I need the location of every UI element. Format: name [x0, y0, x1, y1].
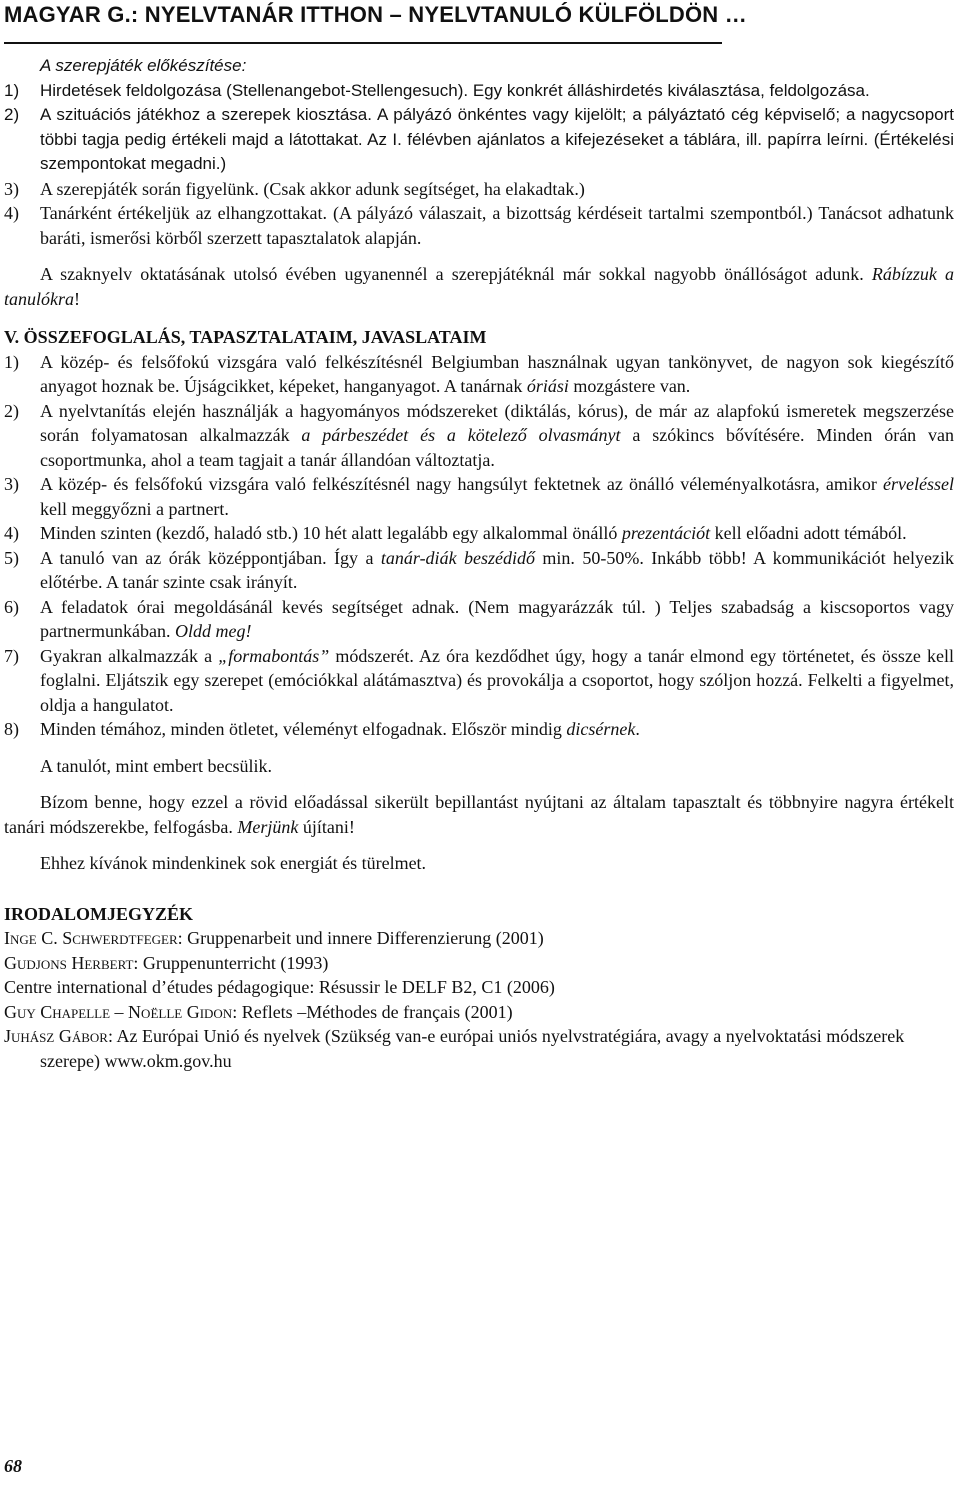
item-text: A szituációs játékhoz a szerepek kiosztása. A pályázó önkéntes vagy kijelölt; a pályáztató cég képviselő; a nagycsoport többi tagja pedig értékeli majd a látottakat. Az I. félévben ajánlatos a kifejezéseket a táblára, ill. papírra leírni. (Értékelési szempontokat megadni.) [40, 105, 954, 173]
reference-item [4, 1024, 954, 1073]
list-item [4, 717, 954, 742]
list-item [4, 595, 954, 644]
list-item [4, 177, 954, 202]
list-item [4, 350, 954, 399]
item-number: 7) [4, 645, 19, 666]
list-item [4, 644, 954, 718]
reference-item [4, 926, 954, 951]
item-emphasis: a párbeszédet és a kötelező olvasmányt [301, 425, 621, 445]
references-list [4, 926, 954, 1073]
header-rule [4, 42, 722, 44]
running-header: MAGYAR G.: NYELVTANÁR ITTHON – NYELVTANULÓ KÜLFÖLDÖN … [4, 2, 747, 27]
roleplay-section [4, 54, 954, 103]
list-item [4, 399, 954, 473]
spacer [4, 311, 954, 325]
roleplay-list-serif [4, 103, 954, 250]
item-text-end: a szókincs bővítésére. Minden órán van csoportmunka, ahol a team tagjait a tanár állandóan változtatja. [40, 425, 955, 470]
roleplay-paragraph [4, 262, 954, 311]
item-text: A szerepjáték során figyelünk. (Csak akkor adunk segítséget, ha elakadtak.) [40, 178, 585, 199]
item-text-end: kell előadni adott témából. [710, 523, 907, 543]
reference-author: Inge C. Schwerdtfeger [4, 928, 178, 948]
roleplay-heading: A szerepjáték előkészítése: [40, 56, 247, 75]
reference-item [4, 951, 954, 976]
references-heading: IRODALOMJEGYZÉK [4, 903, 194, 924]
item-emphasis: „formabontás” [218, 645, 330, 666]
reference-author: Juhász Gábor [4, 1026, 108, 1046]
item-text: Gyakran alkalmazzák a [40, 645, 219, 666]
paragraph-text: A szaknyelv oktatásának utolsó évében ugyanennél a szerepjátéknál már sokkal nagyobb önállóságot adunk. [40, 264, 864, 284]
list-item [4, 472, 954, 521]
item-number: 1) [4, 80, 20, 100]
item-number: 4) [4, 203, 19, 223]
paragraph-emphasis: Rábízzuk a tanulókra [4, 264, 954, 309]
item-text-end: kell meggyőzni a partnert. [40, 498, 229, 519]
item-number: 3) [4, 474, 19, 494]
closing-text-end: újítani! [298, 816, 355, 837]
item-text-end: . [635, 719, 640, 739]
list-item [4, 546, 954, 595]
reference-title: Centre international d’études pédagogique: Résussir le DELF B2, C1 (2006) [4, 977, 555, 997]
item-number: 4) [4, 523, 19, 543]
item-emphasis: Oldd meg! [174, 621, 252, 641]
item-number: 5) [4, 547, 19, 568]
item-text-end: min. 50-50%. Inkább több! A kommunikációt helyezik előtérbe. A tanár szinte csak irányít. [40, 547, 955, 592]
reference-title: : Gruppenunterricht (1993) [133, 952, 329, 973]
item-text: A tanuló van az órák középpontjában. Így a [40, 547, 381, 568]
reference-item [4, 1000, 954, 1025]
item-emphasis: prezentációt [621, 523, 711, 543]
item-text-end: mozgástere van. [568, 376, 691, 396]
reference-author: Guy Chapelle – Noëlle Gidon [4, 1001, 233, 1022]
reference-author: Gudjons Herbert [4, 952, 134, 973]
reference-item [4, 975, 954, 1000]
item-text: A közép- és felsőfokú vizsgára való felkészítésnél nagy hangsúlyt fektetnek az önálló véleményalkotásra, amikor [40, 474, 884, 494]
spacer [4, 742, 954, 754]
item-number: 8) [4, 719, 19, 739]
spacer [4, 890, 954, 902]
summary-list [4, 350, 954, 742]
item-number: 2) [4, 105, 20, 124]
item-text: A feladatok órai megoldásánál kevés segítséget adnak. (Nem magyarázzák túl. ) Teljes szabadság a kiscsoportos vagy partnermunkában. [40, 596, 954, 641]
paragraph-end: ! [74, 288, 80, 309]
item-number: 1) [4, 351, 19, 372]
item-text: Tanárként értékeljük az elhangzottakat. (A pályázó válaszait, a bizottság kérdéseit tartalmi szempontból.) Tanácsot adhatunk baráti, ismerősi körből szerzett tapasztalatok alapján. [40, 203, 954, 248]
document-body [4, 54, 954, 1073]
summary-heading: V. ÖSSZEFOGLALÁS, TAPASZTALATAIM, JAVASLATAIM [4, 327, 487, 347]
list-item [4, 201, 954, 250]
spacer [4, 778, 954, 790]
list-item [4, 521, 954, 546]
list-item [4, 79, 954, 104]
item-number: 3) [4, 178, 19, 199]
item-emphasis: tanár-diák beszédidő [380, 547, 535, 568]
item-number: 6) [4, 596, 19, 617]
page-number: 68 [4, 1456, 22, 1476]
item-emphasis: dicsérnek [566, 719, 636, 739]
item-text-end: módszerét. Az óra kezdődhet úgy, hogy a tanár elmond egy történetet, és össze kell foglalni. Eljátszik egy szerepet (emóciókkal alátámasztva) és provokálja a csoportot, hogy szóljon hozzá. Felkelti a figyelmet, oldja a hangulatot. [40, 645, 954, 715]
closing-text: Bízom benne, hogy ezzel a rövid előadással sikerült bepillantást nyújtani az általam tapasztalt és többnyire nagyra értékelt tanári módszerekbe, felfogásba. [4, 792, 954, 837]
item-emphasis: érveléssel [883, 474, 954, 494]
closing-emphasis: Merjünk [237, 816, 299, 837]
item-text: Minden szinten (kezdő, haladó stb.) 10 hét alatt legalább egy alkalommal önálló [40, 523, 622, 543]
closing-paragraph [4, 790, 954, 839]
item-text: Hirdetések feldolgozása (Stellenangebot-Stellengesuch). Egy konkrét álláshirdetés kiválasztása, feldolgozása. [40, 80, 870, 100]
item-number: 2) [4, 400, 19, 421]
reference-title: : Gruppenarbeit und innere Differenzierung (2001) [177, 928, 544, 948]
reference-title: : Az Európai Unió és nyelvek (Szükség van-e európai uniós nyelvstratégiára, avagy a nyelvoktatási módszerek szerepe) www.okm.gov.hu [40, 1026, 905, 1071]
item-text: A közép- és felsőfokú vizsgára való felkészítésnél Belgiumban használnak ugyan tankönyvet, de nagyon sok kiegészítő anyagot hoznak be. Újságcikket, képeket, hanganyagot. A tanárnak [40, 351, 954, 396]
item-text: Minden témához, minden ötletet, véleményt elfogadnak. Először mindig [40, 719, 567, 739]
spacer [4, 839, 954, 851]
list-item [4, 103, 954, 177]
roleplay-list [4, 79, 954, 104]
respect-paragraph: A tanulót, mint embert becsülik. [40, 755, 272, 776]
spacer [4, 250, 954, 262]
spacer [4, 876, 954, 890]
item-emphasis: óriási [526, 376, 569, 396]
reference-title: : Reflets –Méthodes de français (2001) [232, 1001, 513, 1022]
item-text: A nyelvtanítás elején használják a hagyományos módszereket (diktálás, kórus), de már az alapfokú ismeretek megszerzése során folyamatosan alkalmazzák [40, 400, 954, 445]
wish-paragraph: Ehhez kívánok mindenkinek sok energiát és türelmet. [40, 853, 427, 873]
